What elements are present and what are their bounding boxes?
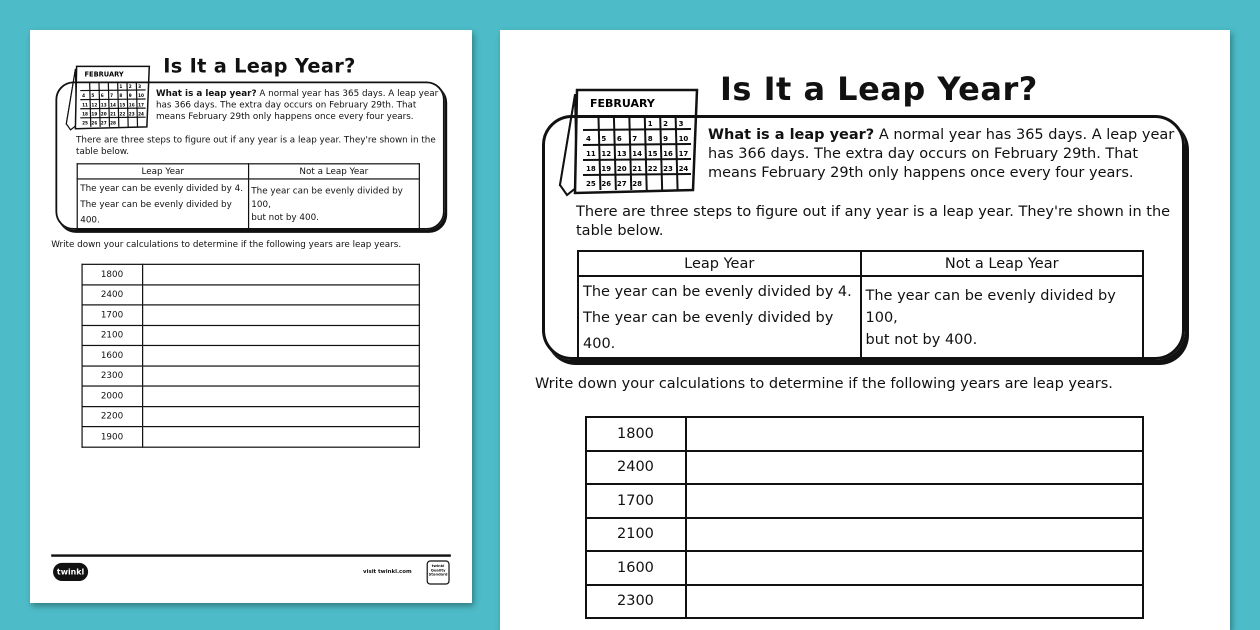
calendar-day: 14 (110, 102, 116, 108)
year-cell: 1700 (586, 484, 686, 518)
answer-cell[interactable] (143, 305, 420, 325)
rules-table (77, 163, 420, 230)
calendar-day: 2 (663, 120, 669, 128)
calendar-day: 12 (601, 150, 612, 158)
leap-rule: The year can be evenly divided by 400. (80, 199, 232, 225)
calendar-day: 23 (128, 111, 135, 117)
calendar-day: 7 (632, 135, 638, 143)
calendar-day: 25 (82, 120, 88, 126)
instruction-text: Write down your calculations to determine if the following years are leap years. (535, 376, 1113, 392)
calendar-day: 21 (110, 111, 116, 117)
year-cell: 2400 (82, 285, 143, 305)
worksheet-thumbnail[interactable] (30, 30, 472, 603)
worksheet-preview (500, 30, 1230, 630)
calendar-day: 20 (100, 111, 107, 117)
calendar-day: 16 (128, 102, 135, 108)
table-row (82, 285, 419, 305)
year-cell: 1900 (82, 427, 143, 447)
year-cell: 2000 (82, 386, 143, 406)
steps-text: There are three steps to figure out if any year is a leap year. They're shown in the table below. (576, 204, 1171, 239)
calendar-day: 24 (138, 111, 144, 117)
calendar-day: 27 (100, 120, 107, 126)
calendar-day: 3 (678, 120, 684, 128)
calendar-day: 5 (91, 93, 95, 99)
worksheet (500, 30, 1230, 630)
page-title: Is It a Leap Year? (720, 70, 1038, 108)
year-cell: 1600 (82, 345, 143, 365)
worksheet (30, 30, 472, 603)
not-leap-rule: The year can be evenly divided by 100, (865, 288, 1116, 326)
table-row (82, 325, 419, 345)
intro-text (156, 88, 441, 123)
answer-cell[interactable] (143, 325, 420, 345)
leap-rule: The year can be evenly divided by 4. (80, 183, 244, 194)
page-title: Is It a Leap Year? (163, 54, 356, 78)
calendar-day: 7 (110, 93, 114, 99)
calendar-day: 1 (119, 84, 123, 90)
visit-link[interactable]: visit twinkl.com (363, 568, 412, 575)
table-row (82, 264, 419, 284)
leap-rule: The year can be evenly divided by 4. (583, 284, 852, 300)
table-row (586, 484, 1143, 518)
calendar-day: 17 (138, 102, 144, 108)
table-row (586, 451, 1143, 485)
year-cell: 2100 (586, 518, 686, 552)
calendar-day: 6 (616, 135, 622, 143)
answer-cell[interactable] (143, 264, 420, 284)
year-cell: 1600 (586, 551, 686, 585)
header-leap-year: Leap Year (578, 251, 861, 276)
leap-rule: The year can be evenly divided by 400. (583, 310, 834, 352)
year-cell: 1700 (82, 305, 143, 325)
calendar-day: 20 (616, 165, 627, 173)
leap-rules (578, 276, 861, 360)
answer-cell[interactable] (143, 345, 420, 365)
calendar-day: 8 (647, 135, 653, 143)
footer-divider (51, 554, 451, 556)
intro-question: What is a leap year? (708, 127, 875, 143)
year-cell: 2100 (82, 325, 143, 345)
answer-cell[interactable] (686, 518, 1143, 552)
calendar-day: 3 (138, 84, 142, 90)
not-leap-rule: The year can be evenly divided by 100, (251, 186, 403, 210)
years-table (81, 264, 419, 448)
calendar-day: 27 (616, 180, 627, 188)
table-row (586, 585, 1143, 619)
calendar-day: 10 (138, 93, 144, 99)
year-cell: 1800 (82, 264, 143, 284)
header-not-leap-year: Not a Leap Year (861, 251, 1144, 276)
answer-cell[interactable] (686, 484, 1143, 518)
answer-cell[interactable] (686, 551, 1143, 585)
calendar-day: 26 (91, 120, 98, 126)
not-leap-rules (861, 276, 1144, 360)
instruction-text: Write down your calculations to determine if the following years are leap years. (51, 239, 402, 250)
calendar-day: 14 (632, 150, 643, 158)
not-leap-rule: but not by 400. (251, 212, 319, 223)
calendar-day: 11 (82, 102, 88, 108)
year-cell: 2400 (586, 451, 686, 485)
table-row (82, 386, 419, 406)
calendar-day: 15 (647, 150, 658, 158)
calendar-day: 16 (663, 150, 673, 158)
calendar-day: 18 (82, 111, 88, 117)
table-row (586, 551, 1143, 585)
calendar-month: FEBRUARY (590, 97, 655, 110)
calendar-day: 22 (119, 111, 126, 117)
calendar-day: 25 (586, 180, 596, 188)
rules-table (577, 250, 1144, 361)
calendar-day: 1 (647, 120, 653, 128)
years-table (585, 416, 1144, 619)
calendar-day: 22 (647, 165, 658, 173)
table-row (82, 406, 419, 426)
table-row (82, 305, 419, 325)
calendar-day: 28 (110, 120, 116, 126)
intro-body: A normal year has 365 days. A leap year has 366 days. The extra day occurs on February 29th. That means February 29th only happens once every four years. (155, 88, 439, 122)
calendar-day: 4 (82, 93, 86, 99)
calendar-day: 18 (586, 165, 596, 173)
year-cell: 2300 (586, 585, 686, 619)
calendar-month: FEBRUARY (84, 70, 124, 79)
calendar-day: 19 (601, 165, 612, 173)
calendar-day: 17 (678, 150, 689, 158)
table-row (82, 427, 419, 447)
calendar-day: 13 (100, 102, 107, 108)
calendar-day: 9 (128, 93, 132, 99)
calendar-day: 19 (91, 111, 98, 117)
leap-rules (77, 179, 248, 230)
steps-text: There are three steps to figure out if any year is a leap year. They're shown in the table below. (76, 135, 436, 157)
calendar-day: 26 (601, 180, 612, 188)
calendar-day: 6 (100, 93, 104, 99)
answer-cell[interactable] (143, 406, 420, 426)
answer-cell[interactable] (143, 386, 420, 406)
calendar-day: 2 (128, 84, 132, 90)
calendar-day: 5 (601, 135, 607, 143)
calendar-day: 8 (119, 93, 123, 99)
year-cell: 1800 (586, 417, 686, 451)
calendar-day: 13 (616, 150, 627, 158)
answer-cell[interactable] (686, 451, 1143, 485)
table-row (82, 366, 419, 386)
table-row (82, 345, 419, 365)
table-row (586, 417, 1143, 451)
intro-text (708, 126, 1178, 183)
answer-cell[interactable] (143, 366, 420, 386)
twinkl-logo: twinkl (53, 563, 88, 581)
year-cell: 2300 (82, 366, 143, 386)
calendar-day: 23 (663, 165, 673, 173)
calendar-day: 9 (663, 135, 669, 143)
table-row (586, 518, 1143, 552)
calendar-day: 4 (586, 135, 591, 143)
not-leap-rule: but not by 400. (865, 332, 978, 348)
calendar-day: 28 (632, 180, 643, 188)
answer-cell[interactable] (686, 585, 1143, 619)
calendar-day: 24 (678, 165, 689, 173)
intro-question: What is a leap year? (155, 88, 257, 99)
calendar-day: 11 (586, 150, 596, 158)
calendar-day: 10 (678, 135, 689, 143)
quality-badge: twinkl Quality Standard (427, 560, 450, 584)
calendar-day: 15 (119, 102, 126, 108)
year-cell: 2200 (82, 406, 143, 426)
not-leap-rules (248, 179, 419, 230)
calendar-day: 21 (632, 165, 643, 173)
header-leap-year: Leap Year (77, 164, 248, 179)
calendar-day: 12 (91, 102, 98, 108)
header-not-leap-year: Not a Leap Year (248, 164, 419, 179)
intro-body: A normal year has 365 days. A leap year has 366 days. The extra day occurs on February 29th. That means February 29th only happens once every four years. (708, 127, 1175, 181)
answer-cell[interactable] (686, 417, 1143, 451)
answer-cell[interactable] (143, 285, 420, 305)
answer-cell[interactable] (143, 427, 420, 447)
